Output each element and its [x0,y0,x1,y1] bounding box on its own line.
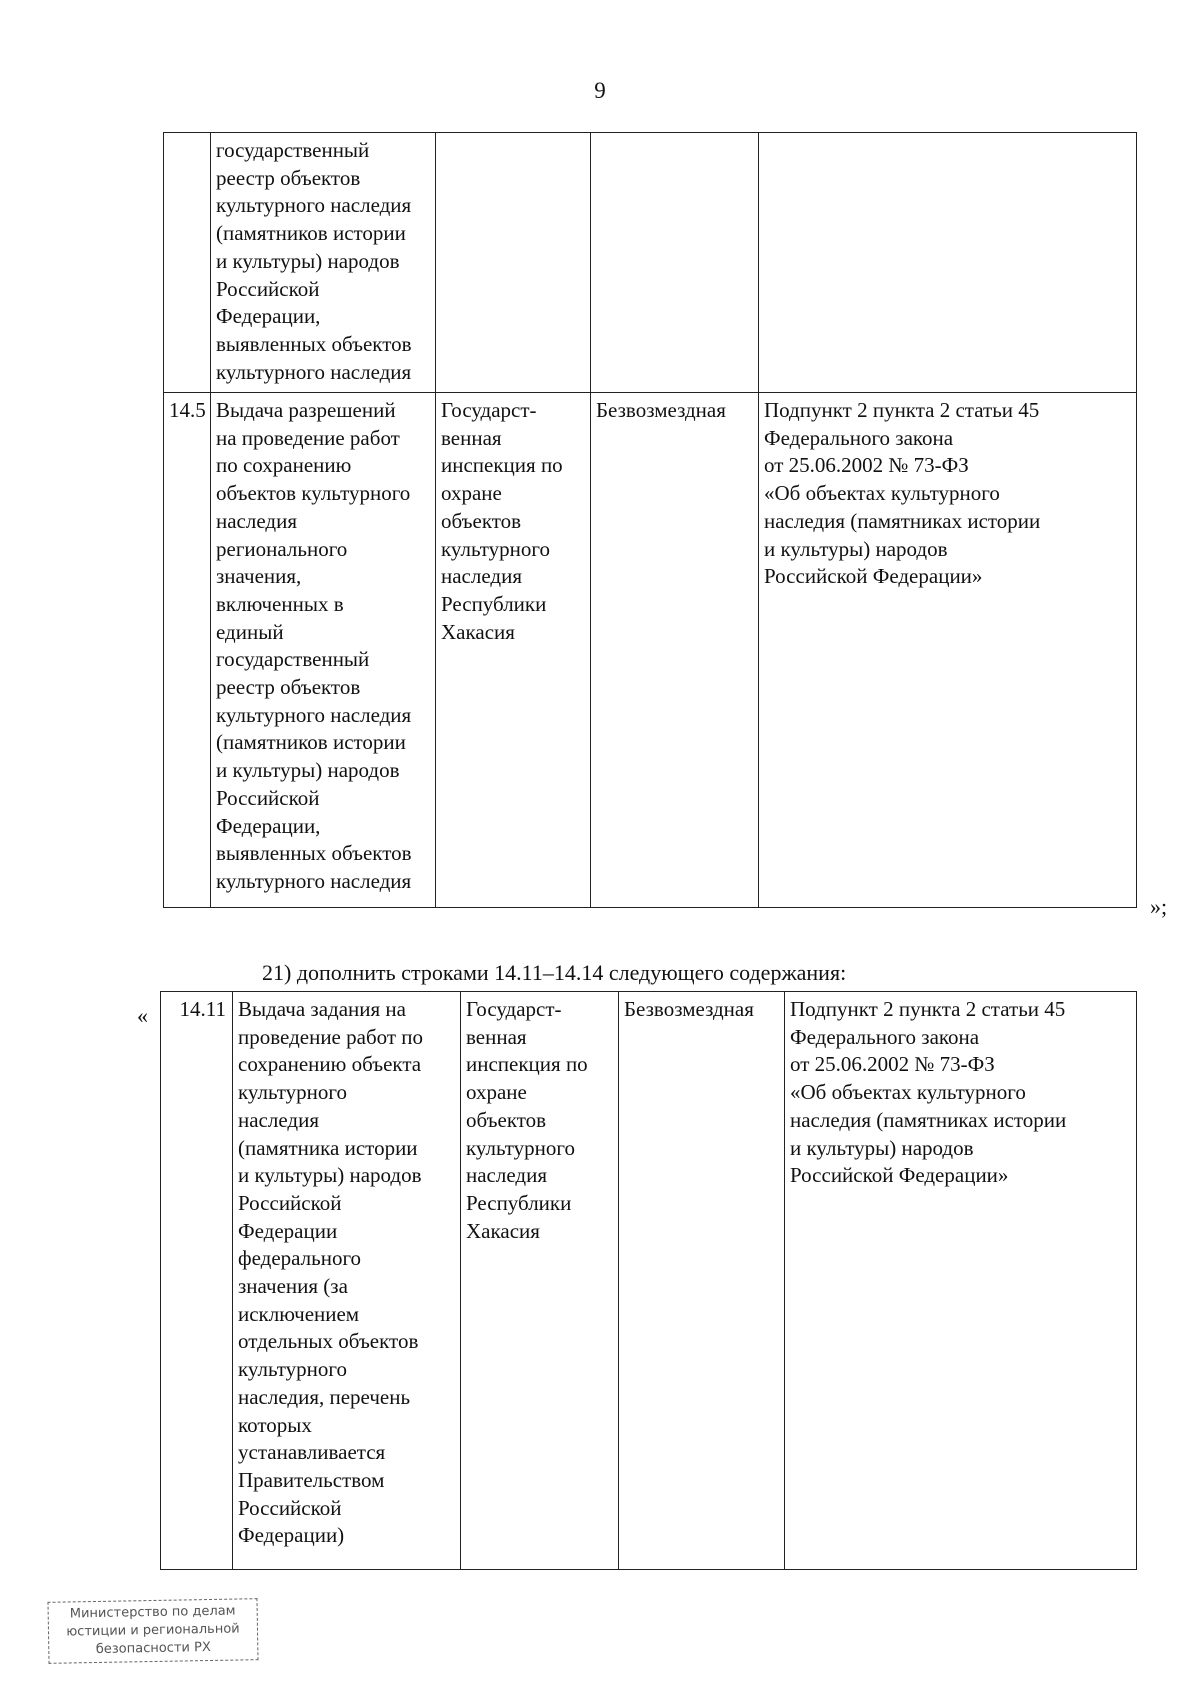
service-line: культурного [238,1080,347,1105]
service-line: значения, [216,564,302,589]
service-line: проведение работ по [238,1024,424,1049]
legal-basis-line: наследия (памятниках истории [764,508,1041,533]
closing-quote-mark: »; [1150,894,1168,919]
legal-basis-cell [785,992,1137,1570]
legal-basis-line: от 25.06.2002 № 73-ФЗ [764,453,969,478]
service-line: реестр объектов [216,675,361,700]
authority-line: Государст- [441,398,537,422]
service-line: значения (за [238,1274,348,1299]
legal-basis-line: «Об объектах культурного [790,1080,1026,1105]
service-line: культурного наследия [216,359,412,384]
service-name-cell [211,393,436,908]
service-line: устанавливается [238,1440,386,1465]
service-line: Федерации, [216,813,321,838]
service-line: отдельных объектов [238,1329,419,1354]
opening-quote-mark: « [137,1003,148,1028]
service-line: (памятника истории [238,1135,418,1160]
authority-line: наследия [466,1163,547,1188]
service-line: Выдача разрешений [216,398,396,422]
table-row [164,133,1137,393]
service-line: культурного наследия [216,702,412,727]
service-line: культурного наследия [216,193,412,218]
service-line: на проведение работ [216,425,400,450]
legal-basis-line: «Об объектах культурного [764,481,1000,506]
service-line: наследия [238,1107,319,1132]
service-line: (памятников истории [216,221,406,246]
service-line: наследия [216,508,297,533]
service-line: включенных в [216,591,344,616]
authority-line: Государст- [466,997,562,1021]
legal-basis-line: Федерального закона [764,425,954,450]
service-line: государственный [216,138,370,162]
service-line: Российской [238,1495,342,1520]
stamp-line: Министерство по делам [69,1603,236,1622]
service-line: Федерации, [216,304,321,329]
service-line: единый [216,619,284,644]
authority-line: охране [441,481,502,506]
service-line: Российской [216,785,320,810]
service-line: выявленных объектов [216,331,412,356]
authority-line: инспекция по [466,1052,588,1077]
authority-line: инспекция по [441,453,563,478]
authority-cell [461,992,619,1570]
authority-line: наследия [441,564,522,589]
legal-basis-line: и культуры) народов [790,1135,974,1160]
authority-line: культурного [466,1135,575,1160]
legal-basis-line: Подпункт 2 пункта 2 статьи 45 [790,997,1066,1021]
authority-cell [436,393,591,908]
service-line: Правительством [238,1467,385,1492]
row-number-cell: 14.5 [164,393,211,908]
legal-basis-cell [759,393,1137,908]
authority-line: Хакасия [466,1218,540,1243]
service-line: (памятников истории [216,730,406,755]
service-line: Российской [216,276,320,301]
authority-line: Республики [441,591,547,616]
fee-cell [591,133,759,393]
service-name-cell [233,992,461,1570]
stamp-line: безопасности РХ [95,1639,211,1657]
service-line: выявленных объектов [216,841,412,866]
service-line: федерального [238,1246,362,1271]
service-line: исключением [238,1301,360,1326]
services-table-addition [160,991,1137,1570]
service-line: которых [238,1412,312,1437]
services-table-continued [163,132,1137,908]
authority-line: Хакасия [441,619,515,644]
authority-line: объектов [466,1107,547,1132]
service-name-cell [211,133,436,393]
ministry-stamp [47,1598,258,1664]
legal-basis-line: Подпункт 2 пункта 2 статьи 45 [764,398,1040,422]
service-line: наследия, перечень [238,1384,411,1409]
authority-line: охране [466,1080,527,1105]
legal-basis-line: и культуры) народов [764,536,948,561]
table-row [164,393,1137,908]
service-line: культурного наследия [216,868,412,893]
service-line: и культуры) народов [216,248,400,273]
service-line: государственный [216,647,370,672]
authority-line: Республики [466,1190,572,1215]
service-line: Федерации [238,1218,338,1243]
authority-line: объектов [441,508,522,533]
legal-basis-line: от 25.06.2002 № 73-ФЗ [790,1052,995,1077]
service-line: Федерации) [238,1523,345,1548]
fee-cell: Безвозмездная [591,393,759,908]
authority-cell [436,133,591,393]
service-line: культурного [238,1357,347,1382]
legal-basis-line: Российской Федерации» [790,1163,1009,1188]
service-line: и культуры) народов [238,1163,422,1188]
amendment-instruction: 21) дополнить строками 14.11–14.14 следующего содержания: [262,960,847,985]
row-number-cell: 14.11 [161,992,233,1570]
row-number-cell [164,133,211,393]
service-line: и культуры) народов [216,758,400,783]
page-number: 9 [594,78,606,103]
service-line: регионального [216,536,348,561]
stamp-line: юстиции и региональной [66,1621,240,1640]
service-line: объектов культурного [216,481,411,506]
service-line: Выдача задания на [238,997,406,1021]
legal-basis-line: Российской Федерации» [764,564,983,589]
authority-line: венная [466,1024,527,1049]
service-line: по сохранению [216,453,352,478]
service-line: сохранению объекта [238,1052,422,1077]
authority-line: венная [441,425,502,450]
service-line: Российской [238,1190,342,1215]
service-line: реестр объектов [216,165,361,190]
legal-basis-cell [759,133,1137,393]
authority-line: культурного [441,536,550,561]
table-row [161,992,1137,1570]
fee-cell: Безвозмездная [619,992,785,1570]
legal-basis-line: Федерального закона [790,1024,980,1049]
legal-basis-line: наследия (памятниках истории [790,1107,1067,1132]
